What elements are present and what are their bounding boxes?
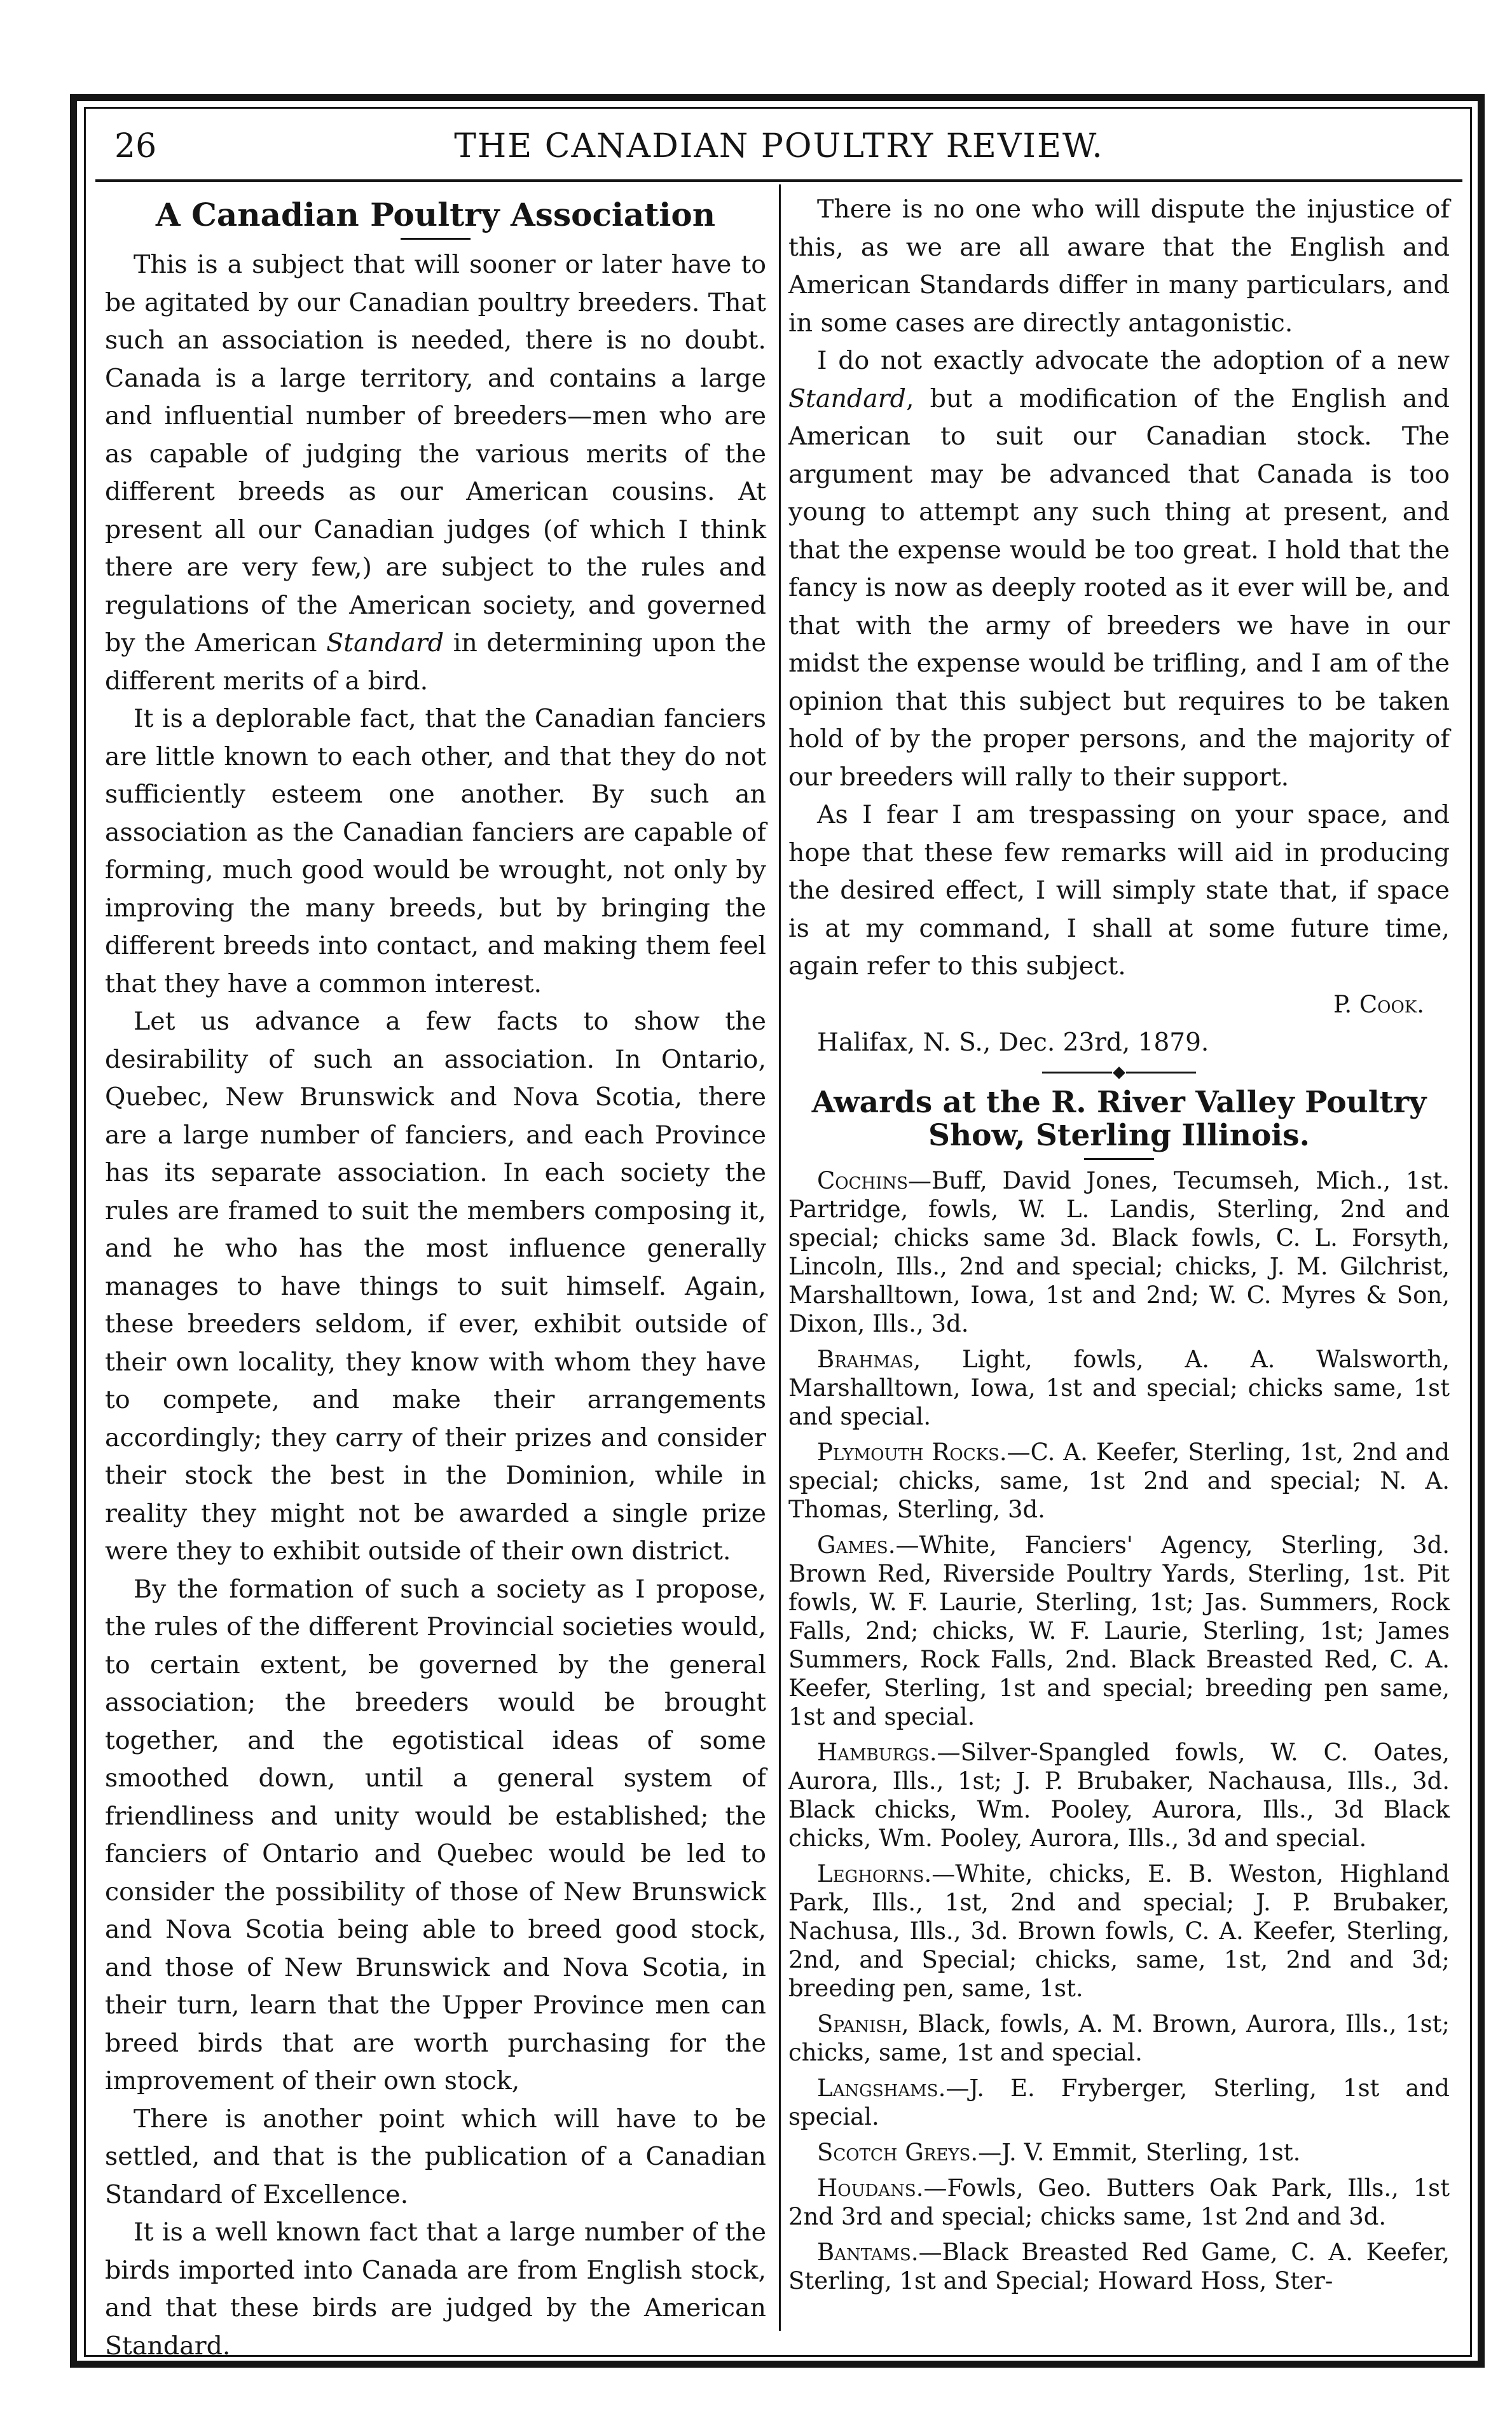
author-signature: P. Cook. xyxy=(1333,990,1424,1018)
award-category: Spanish xyxy=(817,2010,902,2038)
dateline: Halifax, N. S., Dec. 23rd, 1879. xyxy=(817,1028,1209,1057)
award-entry xyxy=(788,2238,1450,2295)
award-entry xyxy=(788,1345,1450,1431)
award-category: Hamburgs xyxy=(817,1738,930,1766)
award-category: Langshams xyxy=(817,2074,938,2102)
paragraph: As I fear I am trespassing on your space, and hope that these few remarks will aid in producing the desired effect, I will simply state that, if space is at my command, I shall at some future time, again refer to this subject. xyxy=(788,800,1450,981)
award-details: .—J. E. Fryberger, Sterling, 1st and special. xyxy=(788,2074,1450,2130)
award-category: Games xyxy=(817,1531,888,1559)
title-rule xyxy=(401,238,471,240)
award-entry xyxy=(788,1531,1450,1731)
award-details: .—J. V. Emmit, Sterling, 1st. xyxy=(970,2138,1301,2166)
paragraph: This is a subject that will sooner or later have to be agitated by our Canadian poultry breeders. That such an association is needed, there is no doubt. Canada is a large territory, and contains a large and influential number of breeders—men who are as capable of judging the various merits of the different breeds as our American cousins. At present all our Canadian judges (of which I think there are very few,) are subject to the rules and regulations of the American society, and governed by the American Standard in determining upon the different merits of a bird. xyxy=(105,250,766,696)
awards-list xyxy=(788,1166,1450,2295)
award-category: Bantams xyxy=(817,2238,911,2266)
award-entry xyxy=(788,2174,1450,2231)
publication-title: THE CANADIAN POULTRY REVIEW. xyxy=(454,127,1104,165)
award-category: Cochins xyxy=(817,1166,909,1194)
award-category: Leghorns xyxy=(817,1860,924,1888)
award-details: —Buff, David Jones, Tecumseh, Mich., 1st. Partridge, fowls, W. L. Landis, Sterling, 2nd and special; chicks same 3d. Black fowls, C. L. Forsyth, Lincoln, Ills., 2nd and special; chicks, J. M. Gilchrist, Marshalltown, Iowa, 1st and 2nd; W. C. Myres & Son, Dixon, Ills., 3d. xyxy=(788,1166,1450,1337)
award-details: , Black, fowls, A. M. Brown, Aurora, Ills., 1st; chicks, same, 1st and special. xyxy=(788,2010,1450,2066)
paragraph: It is a well known fact that a large number of the birds imported into Canada are from English stock, and that these birds are judged by the American Standard. xyxy=(105,2218,766,2361)
award-details: .—Black Breasted Red Game, C. A. Keefer, Sterling, 1st and Special; Howard Hoss, Ster- xyxy=(788,2238,1450,2295)
paragraph: It is a deplorable fact, that the Canadian fanciers are little known to each other, and that they do not sufficiently esteem one another. By such an association as the Canadian fanciers are capable of forming, much good would be wrought, not only by improving the many breeds, but by bringing the different breeds into contact, and making them feel that they have a common interest. xyxy=(105,704,766,998)
column-divider xyxy=(779,184,781,2331)
award-entry xyxy=(788,1738,1450,1853)
award-details: .—C. A. Keefer, Sterling, 1st, 2nd and special; chicks, same, 1st 2nd and special; N. A. Thomas, Sterling, 3d. xyxy=(788,1438,1450,1523)
right-column xyxy=(788,191,1450,2340)
awards-title: Awards at the R. River Valley Poultry Show, Sterling Illinois. xyxy=(811,1084,1427,1154)
award-details: .—Fowls, Geo. Butters Oak Park, Ills., 1st 2nd 3rd and special; chicks same, 1st 2nd and 3d. xyxy=(788,2174,1450,2230)
award-category: Plymouth Rocks xyxy=(817,1438,1000,1466)
paragraph: There is no one who will dispute the injustice of this, as we are all aware that the English and American Standards differ in many particulars, and in some cases are directly antagonistic. xyxy=(788,195,1450,338)
page-number: 26 xyxy=(114,127,157,165)
left-column xyxy=(105,191,766,2361)
award-entry xyxy=(788,1438,1450,1524)
paragraph: There is another point which will have to be settled, and that is the publication of a Canadian Standard of Excellence. xyxy=(105,2104,766,2209)
award-entry xyxy=(788,2138,1450,2167)
article-title: A Canadian Poultry Association xyxy=(155,196,716,233)
award-entry xyxy=(788,2074,1450,2131)
award-entry xyxy=(788,1860,1450,2003)
award-entry xyxy=(788,2010,1450,2067)
award-details: , Light, fowls, A. A. Walsworth, Marshalltown, Iowa, 1st and special; chicks same, 1st and special. xyxy=(788,1345,1450,1430)
award-details: .—White, Fanciers' Agency, Sterling, 3d. Brown Red, Riverside Poultry Yards, Sterling, 1st. Pit fowls, W. F. Laurie, Sterling, 1st; Jas. Summers, Rock Falls, 2nd; chicks, W. F. Laurie, Sterling, 1st; James Summers, Rock Falls, 2nd. Black Breasted Red, C. A. Keefer, Sterling, 1st and special; breeding pen same, 1st and special. xyxy=(788,1531,1450,1730)
page-header xyxy=(95,116,1462,176)
paragraph: I do not exactly advocate the adoption of a new Standard, but a modification of the English and American to suit our Canadian stock. The argument may be advanced that Canada is too young to attempt any such thing at present, and that the expense would be too great. I hold that the fancy is now as deeply rooted as it ever will be, and that with the army of breeders we have in our midst the expense would be trifling, and I am of the opinion that this subject but requires to be taken hold of by the proper persons, and the majority of our breeders will rally to their support. xyxy=(788,346,1450,792)
award-entry xyxy=(788,1166,1450,1338)
paragraph: By the formation of such a society as I propose, the rules of the different Provincial societies would, to certain extent, be governed by the general association; the breeders would be brought together, and the egotistical ideas of some smoothed down, until a general system of friendliness and unity would be established; the fanciers of Ontario and Quebec would be led to consider the possibility of those of New Brunswick and Nova Scotia being able to breed good stock, and those of New Brunswick and Nova Scotia, in their turn, learn that the Upper Province men can breed birds that are worth purchasing for the improvement of their own stock, xyxy=(105,1574,766,2095)
section-divider xyxy=(788,1068,1450,1077)
title-rule xyxy=(1084,1158,1154,1160)
award-category: Houdans xyxy=(817,2174,916,2202)
award-details: .—Silver-Spangled fowls, W. C. Oates, Aurora, Ills., 1st; J. P. Brubaker, Nachausa, Ills., 3d. Black chicks, Wm. Pooley, Aurora, Ills., 3d Black chicks, Wm. Pooley, Aurora, Ills., 3d and special. xyxy=(788,1738,1450,1852)
header-rule xyxy=(95,179,1462,182)
award-category: Scotch Greys xyxy=(817,2138,971,2166)
award-category: Brahmas xyxy=(817,1345,914,1373)
paragraph: Let us advance a few facts to show the desirability of such an association. In Ontario, Quebec, New Brunswick and Nova Scotia, there are a large number of fanciers, and each Province has its separate association. In each society the rules are framed to suit the members composing it, and he who has the most influence generally manages to have things to suit himself. Again, these breeders seldom, if ever, exhibit outside of their own locality, they know with whom they have to compete, and make their arrangements accordingly; they carry of their prizes and consider their stock the best in the Dominion, while in reality they might not be awarded a single prize were they to exhibit outside of their own district. xyxy=(105,1007,766,1566)
award-details: .—White, chicks, E. B. Weston, Highland Park, Ills., 1st, 2nd and special; J. P. Brubaker, Nachusa, Ills., 3d. Brown fowls, C. A. Keefer, Sterling, 2nd, and Special; chicks, same, 1st, 2nd and 3d; breeding pen, same, 1st. xyxy=(788,1860,1450,2002)
